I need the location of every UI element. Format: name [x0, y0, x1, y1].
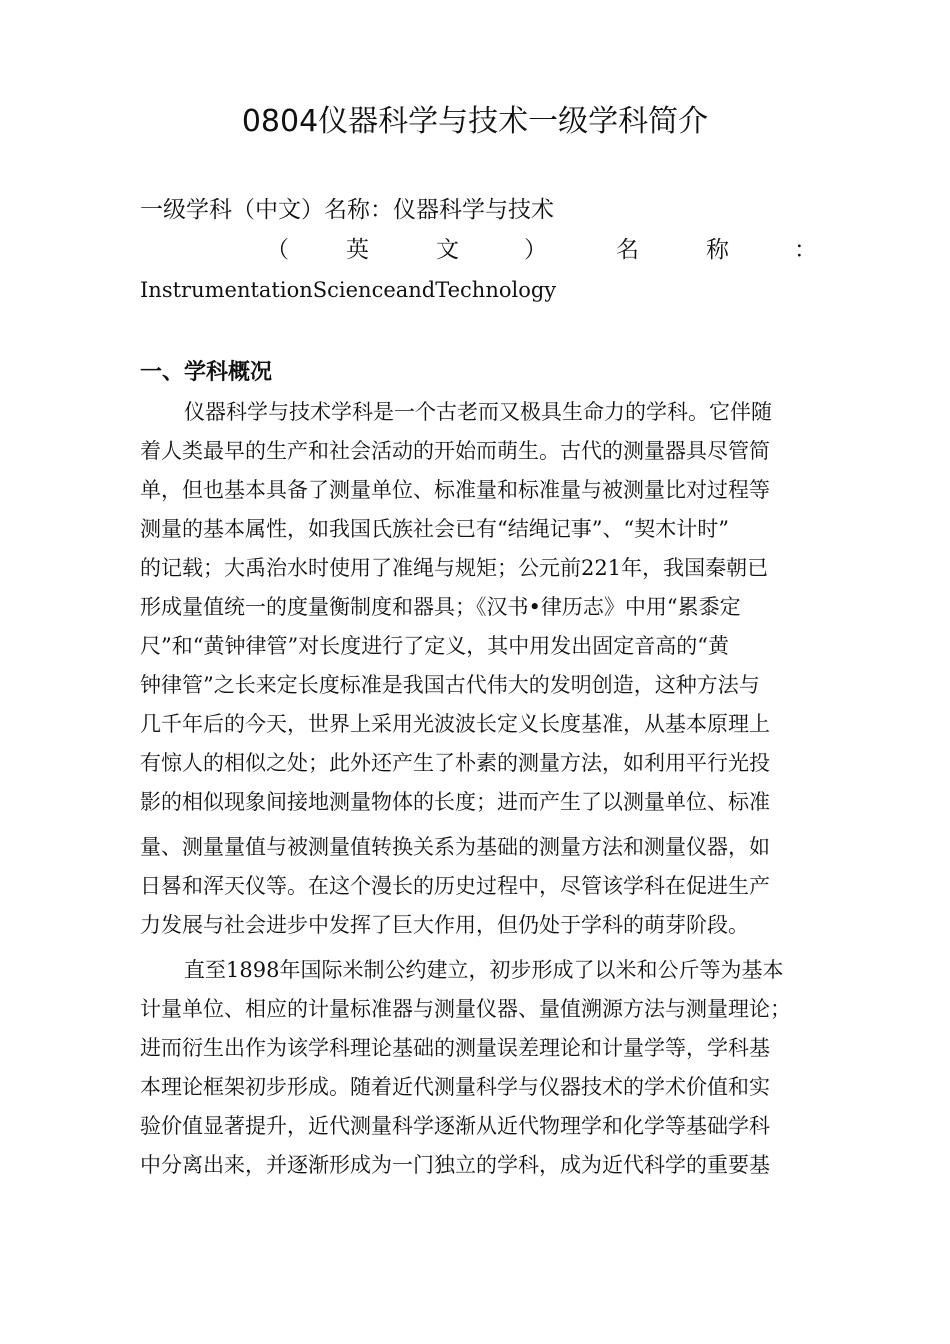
paragraph-line: 量、测量量值与被测量值转换关系为基础的测量方法和测量仪器，如 — [140, 835, 770, 859]
discipline-name-english-label — [140, 232, 816, 268]
paragraph-line: 着人类最早的生产和社会活动的开始而萌生。古代的测量器具尽管简 — [140, 439, 770, 463]
section-heading: 一、学科概况 — [140, 360, 273, 385]
label-char: 英 — [346, 237, 369, 263]
label-char: 文 — [436, 237, 459, 263]
label-char: （ — [266, 237, 289, 263]
paragraph-line: 日晷和浑天仪等。在这个漫长的历史过程中，尽管该学科在促进生产 — [140, 874, 770, 898]
paragraph-line: 的记载；大禹治水时使用了准绳与规矩；公元前221年，我国秦朝已 — [140, 556, 769, 580]
discipline-name-english-value: InstrumentationScienceandTechnology — [140, 278, 557, 302]
document-title: 0804仪器科学与技术一级学科简介 — [241, 104, 709, 139]
label-char: ） — [524, 237, 547, 263]
paragraph-line: 钟律管”之长来定长度标准是我国古代伟大的发明创造，这种方法与 — [140, 673, 760, 697]
paragraph-line: 本理论框架初步形成。随着近代测量科学与仪器技术的学术价值和实 — [140, 1075, 770, 1099]
label-char: ： — [794, 237, 817, 263]
paragraph-line: 几千年后的今天，世界上采用光波波长定义长度基准，从基本原理上 — [140, 712, 770, 736]
paragraph-line: 尺”和“黄钟律管”对长度进行了定义，其中用发出固定音高的“黄 — [140, 634, 729, 658]
paragraph-line: 验价值显著提升，近代测量科学逐渐从近代物理学和化学等基础学科 — [140, 1114, 770, 1138]
paragraph-line: 测量的基本属性，如我国氏族社会已有“结绳记事”、“契木计时” — [140, 517, 729, 541]
paragraph-line: 仪器科学与技术学科是一个古老而又极具生命力的学科。它伴随 — [184, 400, 772, 424]
paragraph-line: 形成量值统一的度量衡制度和器具；《汉书•律历志》中用“累黍定 — [140, 595, 741, 619]
discipline-name-chinese: 一级学科（中文）名称：仪器科学与技术 — [140, 197, 554, 223]
label-char: 称 — [706, 237, 729, 263]
paragraph-line: 单，但也基本具备了测量单位、标准量和标准量与被测量比对过程等 — [140, 478, 770, 502]
label-char: 名 — [616, 237, 639, 263]
paragraph-line: 影的相似现象间接地测量物体的长度；进而产生了以测量单位、标准 — [140, 790, 770, 814]
paragraph-line: 进而衍生出作为该学科理论基础的测量误差理论和计量学等，学科基 — [140, 1036, 770, 1060]
paragraph-line: 有惊人的相似之处；此外还产生了朴素的测量方法，如利用平行光投 — [140, 751, 770, 775]
paragraph-line: 中分离出来，并逐渐形成为一门独立的学科，成为近代科学的重要基 — [140, 1153, 770, 1177]
paragraph-line: 力发展与社会进步中发挥了巨大作用，但仍处于学科的萌芽阶段。 — [140, 913, 749, 937]
paragraph-line: 计量单位、相应的计量标准器与测量仪器、量值溯源方法与测量理论； — [140, 997, 791, 1021]
paragraph-line: 直至1898年国际米制公约建立，初步形成了以米和公斤等为基本 — [184, 958, 784, 982]
